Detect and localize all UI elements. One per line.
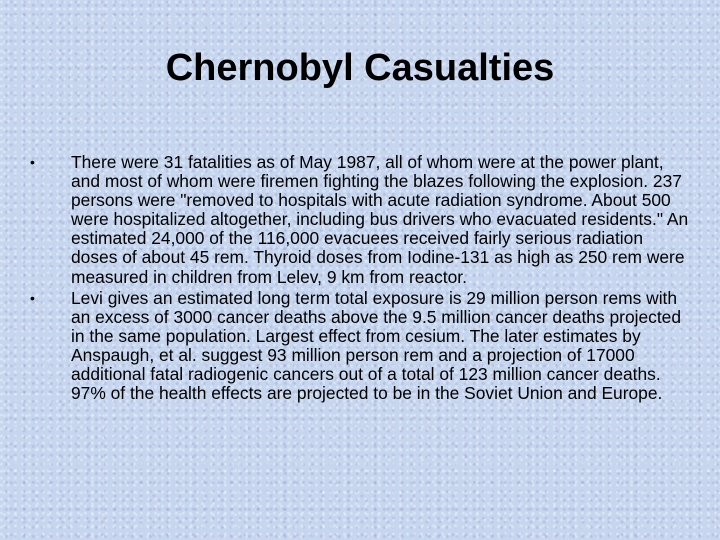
slide-title: Chernobyl Casualties: [165, 47, 555, 89]
bullet-text: There were 31 fatalities as of May 1987, all of whom were at the power plant, and most of whom were firemen fighting the blazes following the explosion. 237 persons were "removed to hospitals with acute radiation syndrome. About 500 were hospitalized altogether, including bus drivers who evacuated residents." An estimated 24,000 of the 116,000 evacuees received fairly serious radiation doses of about 45 rem. Thyroid doses from Iodine-131 as high as 250 rem were measured in children from Lelev, 9 km from reactor.: [71, 152, 689, 287]
bullet-item: [30, 289, 690, 404]
bullet-list: [30, 153, 690, 405]
bullet-icon: •: [30, 154, 35, 170]
bullet-item: [30, 153, 690, 287]
bullet-icon: •: [30, 289, 35, 306]
bullet-text: Levi gives an estimated long term total exposure is 29 million person rems with an excess of 3000 cancer deaths above the 9.5 million cancer deaths projected in the same population. Largest effect from cesium. The later estimates by Anspaugh, et al. suggest 93 million person rem and a projection of 17000 additional fatal radiogenic cancers out of a total of 123 million cancer deaths. 97% of the health effects are projected to be in the Soviet Union and Europe.: [71, 287, 682, 404]
